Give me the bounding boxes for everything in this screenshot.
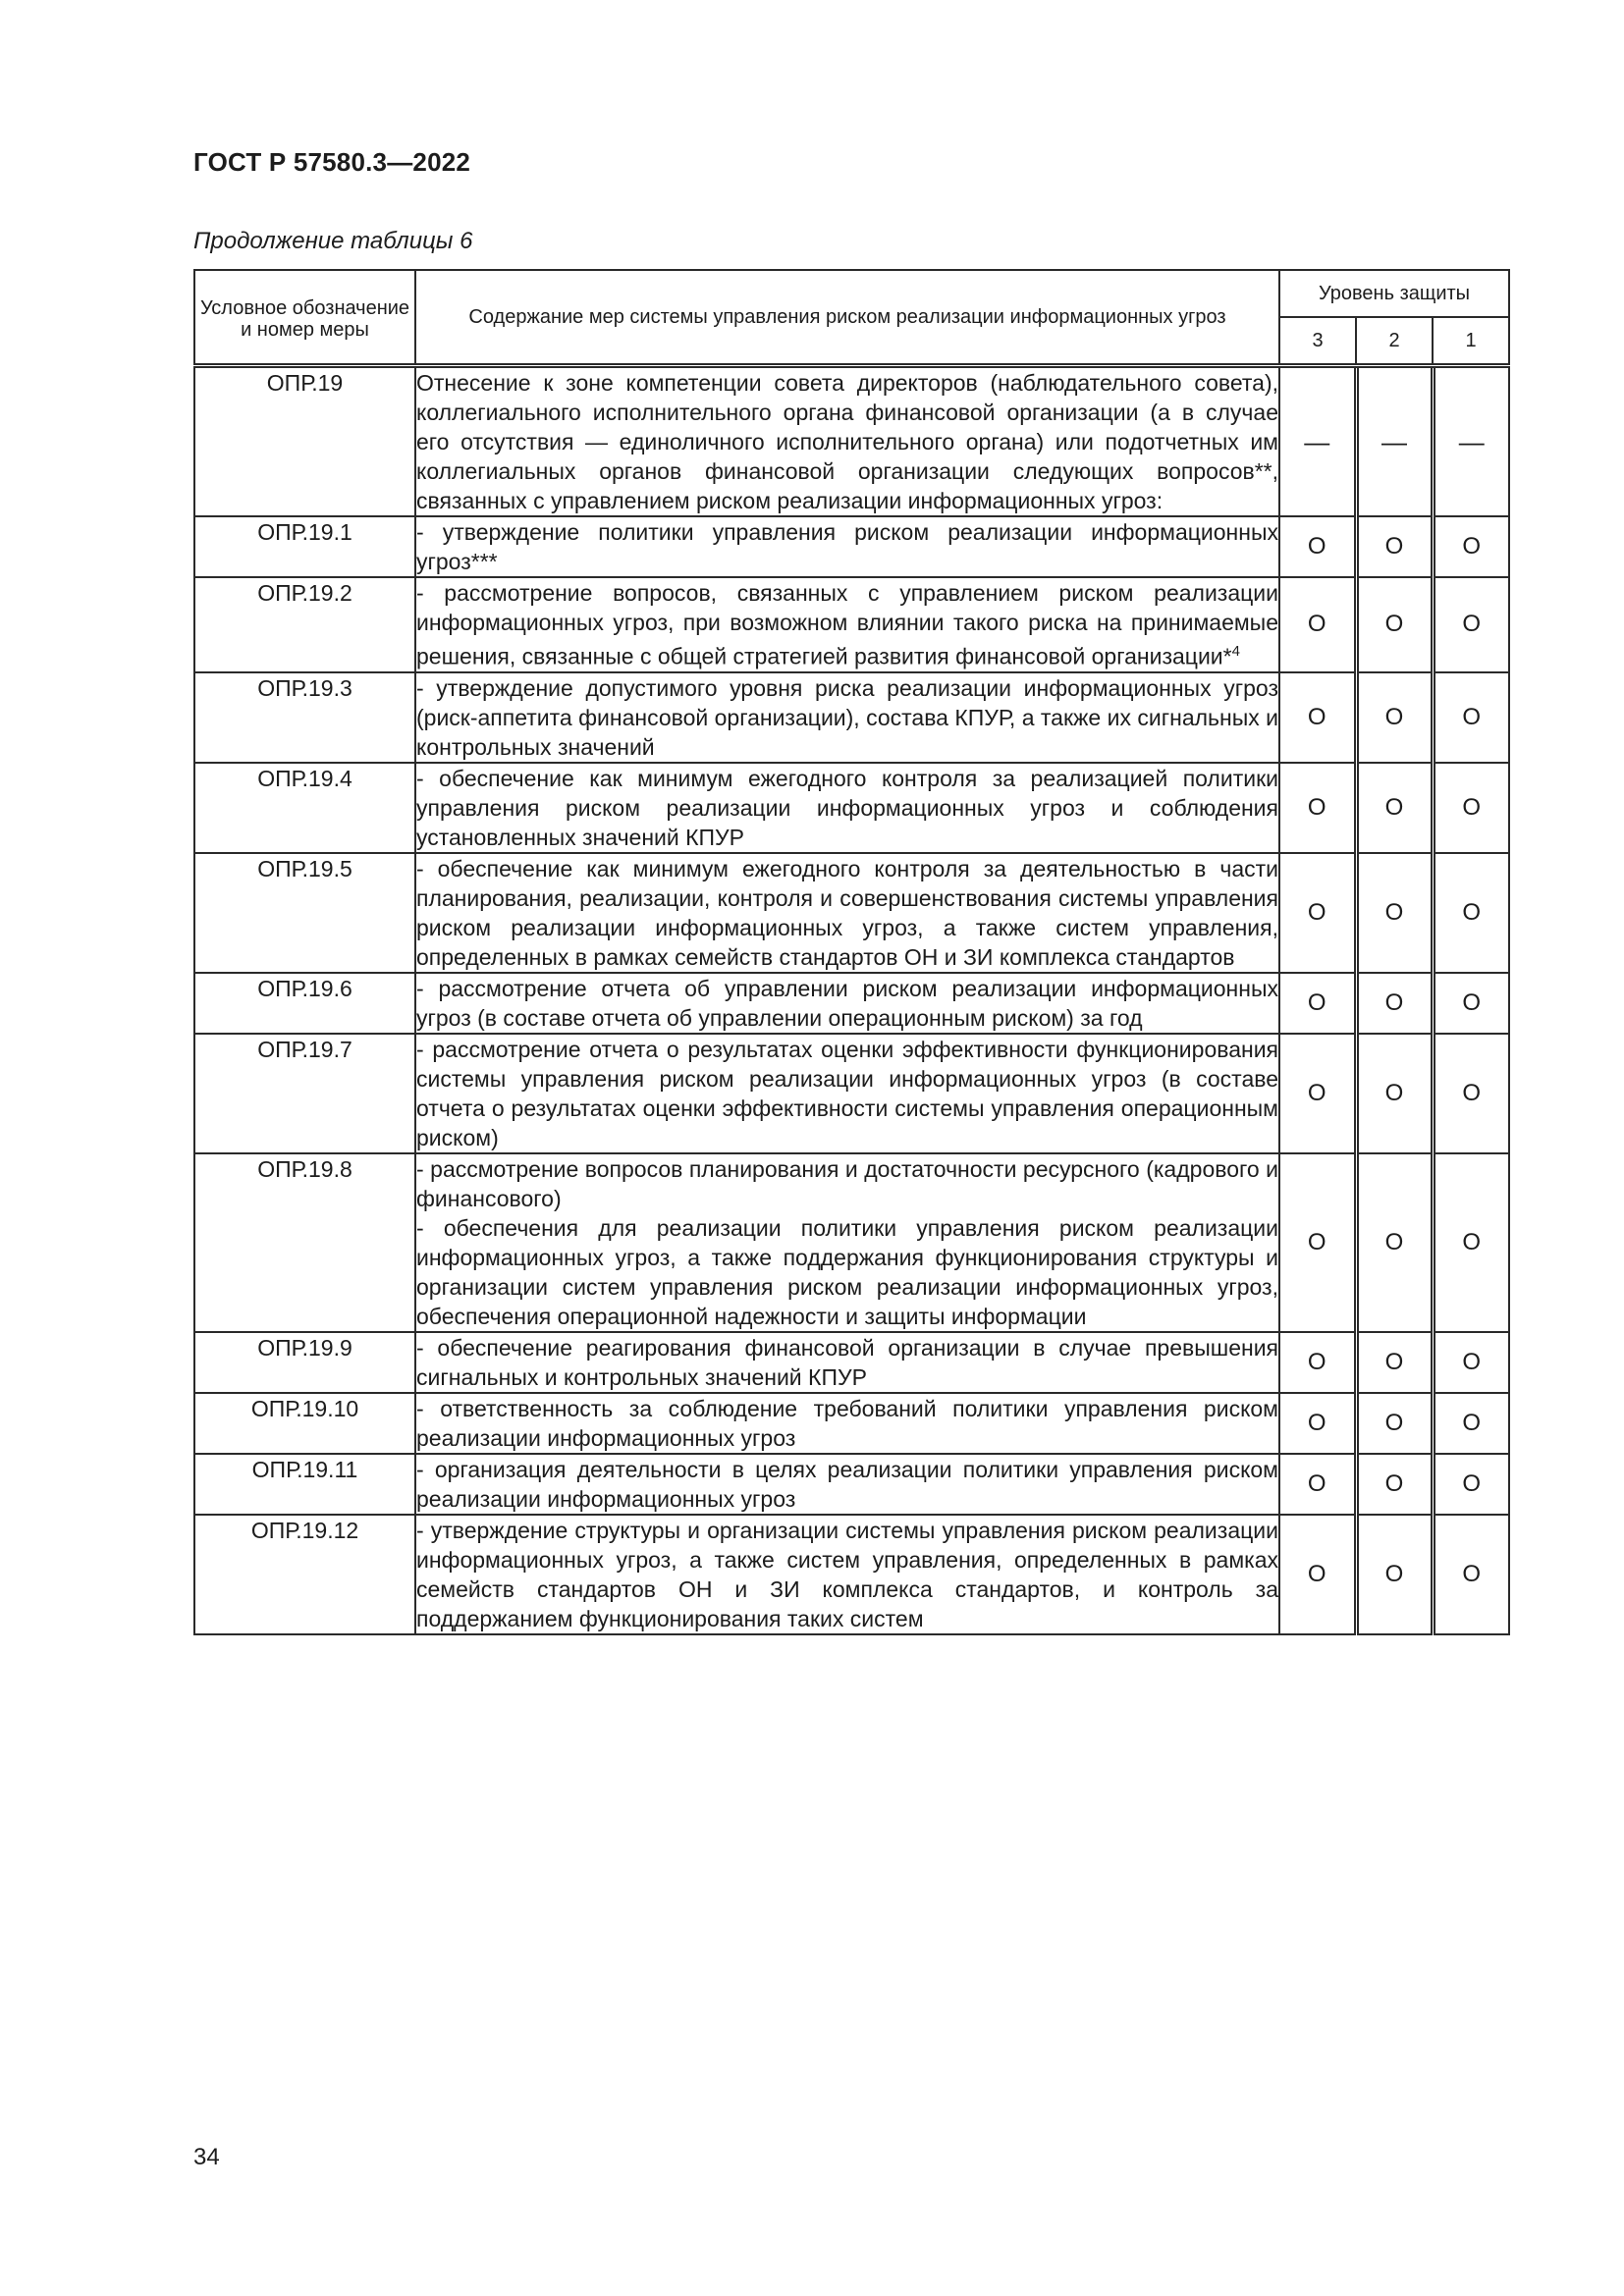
table-row xyxy=(194,1393,1509,1454)
level-2-mark: О xyxy=(1356,973,1433,1034)
measure-code: ОПР.19 xyxy=(194,366,415,517)
measure-text: - обеспечение как минимум ежегодного контроля за реализацией политики управления риском реализации информационных угроз и соблюдения установленных значений КПУР xyxy=(415,763,1279,853)
header-level-3: 3 xyxy=(1279,317,1356,366)
level-1-mark: О xyxy=(1433,516,1509,577)
level-1-mark: О xyxy=(1433,1454,1509,1515)
level-2-mark: О xyxy=(1356,853,1433,973)
measure-text: - рассмотрение вопросов планирования и достаточности ресурсного (кадрового и финансового) - обеспечения для реализации политики управления риском реализации информационных угроз, а также поддержания функционирования структуры и организации систем управления риском реализации информационных угроз, обеспечения операционной надежности и защиты информации xyxy=(415,1153,1279,1332)
measure-code: ОПР.19.2 xyxy=(194,577,415,672)
level-2-mark: — xyxy=(1356,366,1433,517)
level-2-mark: О xyxy=(1356,672,1433,763)
level-3-mark: О xyxy=(1279,577,1356,672)
level-2-mark: О xyxy=(1356,1153,1433,1332)
page-number: 34 xyxy=(193,2144,220,2170)
measure-text: - рассмотрение отчета об управлении риском реализации информационных угроз (в составе отчета об управлении операционным риском) за год xyxy=(415,973,1279,1034)
level-3-mark: О xyxy=(1279,672,1356,763)
header-content: Содержание мер системы управления риском реализации информационных угроз xyxy=(415,270,1279,366)
header-level-1: 1 xyxy=(1433,317,1509,366)
table-row xyxy=(194,1454,1509,1515)
table-row xyxy=(194,973,1509,1034)
level-3-mark: О xyxy=(1279,1454,1356,1515)
level-1-mark: О xyxy=(1433,973,1509,1034)
level-2-mark: О xyxy=(1356,763,1433,853)
table-row xyxy=(194,366,1509,517)
measure-text: - утверждение политики управления риском реализации информационных угроз*** xyxy=(415,516,1279,577)
measure-text: - рассмотрение отчета о результатах оценки эффективности функционирования системы управления риском реализации информационных угроз (в составе отчета о результатах оценки эффективности системы управления операционным риском) xyxy=(415,1034,1279,1153)
level-3-mark: О xyxy=(1279,1034,1356,1153)
level-1-mark: О xyxy=(1433,672,1509,763)
level-3-mark: О xyxy=(1279,763,1356,853)
measure-code: ОПР.19.5 xyxy=(194,853,415,973)
level-1-mark: О xyxy=(1433,1034,1509,1153)
level-3-mark: — xyxy=(1279,366,1356,517)
level-1-mark: О xyxy=(1433,577,1509,672)
table-row xyxy=(194,1034,1509,1153)
level-2-mark: О xyxy=(1356,516,1433,577)
measure-code: ОПР.19.8 xyxy=(194,1153,415,1332)
table-row xyxy=(194,577,1509,672)
level-2-mark: О xyxy=(1356,1515,1433,1634)
level-1-mark: О xyxy=(1433,1153,1509,1332)
measure-code: ОПР.19.10 xyxy=(194,1393,415,1454)
measure-text: - обеспечение реагирования финансовой организации в случае превышения сигнальных и контрольных значений КПУР xyxy=(415,1332,1279,1393)
table-row xyxy=(194,853,1509,973)
table-row xyxy=(194,763,1509,853)
level-1-mark: — xyxy=(1433,366,1509,517)
header-level: Уровень защиты xyxy=(1279,270,1509,317)
measure-code: ОПР.19.9 xyxy=(194,1332,415,1393)
table-row xyxy=(194,672,1509,763)
level-2-mark: О xyxy=(1356,1454,1433,1515)
measure-text: Отнесение к зоне компетенции совета директоров (наблюдательного совета), коллегиального исполнительного органа финансовой организации (а в случае его отсутствия — единоличного исполнительного органа) или подотчетных им коллегиальных органов финансовой организации следующих вопросов**, связанных с управлением риском реализации информационных угроз: xyxy=(415,366,1279,517)
level-3-mark: О xyxy=(1279,973,1356,1034)
measure-code: ОПР.19.3 xyxy=(194,672,415,763)
measure-text: - рассмотрение вопросов, связанных с управлением риском реализации информационных угроз, при возможном влиянии такого риска на принимаемые решения, связанные с общей стратегией развития финансовой организации*$^4$ xyxy=(415,577,1279,672)
level-2-mark: О xyxy=(1356,1332,1433,1393)
measure-code: ОПР.19.6 xyxy=(194,973,415,1034)
measure-code: ОПР.19.11 xyxy=(194,1454,415,1515)
level-3-mark: О xyxy=(1279,1332,1356,1393)
level-1-mark: О xyxy=(1433,1515,1509,1634)
level-1-mark: О xyxy=(1433,1393,1509,1454)
header-level-2: 2 xyxy=(1356,317,1433,366)
level-1-mark: О xyxy=(1433,853,1509,973)
level-3-mark: О xyxy=(1279,1393,1356,1454)
header-code: Условное обозначение и номер меры xyxy=(194,270,415,366)
measure-text: - обеспечение как минимум ежегодного контроля за деятельностью в части планирования, реализации, контроля и совершенствования системы управления риском реализации информационных угроз, а также систем управления, определенных в рамках семейств стандартов ОН и ЗИ комплекса стандартов xyxy=(415,853,1279,973)
measure-text: - утверждение допустимого уровня риска реализации информационных угроз (риск-аппетита финансовой организации), состава КПУР, а также их сигнальных и контрольных значений xyxy=(415,672,1279,763)
level-2-mark: О xyxy=(1356,577,1433,672)
level-3-mark: О xyxy=(1279,516,1356,577)
table-row xyxy=(194,1153,1509,1332)
level-2-mark: О xyxy=(1356,1034,1433,1153)
measure-text: - ответственность за соблюдение требований политики управления риском реализации информационных угроз xyxy=(415,1393,1279,1454)
table-row xyxy=(194,1332,1509,1393)
table-row xyxy=(194,516,1509,577)
table-row xyxy=(194,1515,1509,1634)
measures-table xyxy=(193,269,1510,1635)
level-3-mark: О xyxy=(1279,1515,1356,1634)
footnote-marker: 4 xyxy=(1231,643,1240,660)
level-1-mark: О xyxy=(1433,763,1509,853)
measure-code: ОПР.19.12 xyxy=(194,1515,415,1634)
level-2-mark: О xyxy=(1356,1393,1433,1454)
level-3-mark: О xyxy=(1279,853,1356,973)
document-header: ГОСТ Р 57580.3—2022 xyxy=(193,147,471,177)
measure-code: ОПР.19.7 xyxy=(194,1034,415,1153)
measure-text: - организация деятельности в целях реализации политики управления риском реализации информационных угроз xyxy=(415,1454,1279,1515)
table-body xyxy=(194,366,1509,1634)
table-caption: Продолжение таблицы 6 xyxy=(193,228,473,254)
measure-text: - утверждение структуры и организации системы управления риском реализации информационных угроз, а также систем управления, определенных в рамках семейств стандартов ОН и ЗИ комплекса стандартов, и контроль за поддержанием функционирования таких систем xyxy=(415,1515,1279,1634)
level-3-mark: О xyxy=(1279,1153,1356,1332)
level-1-mark: О xyxy=(1433,1332,1509,1393)
measure-code: ОПР.19.4 xyxy=(194,763,415,853)
measure-code: ОПР.19.1 xyxy=(194,516,415,577)
